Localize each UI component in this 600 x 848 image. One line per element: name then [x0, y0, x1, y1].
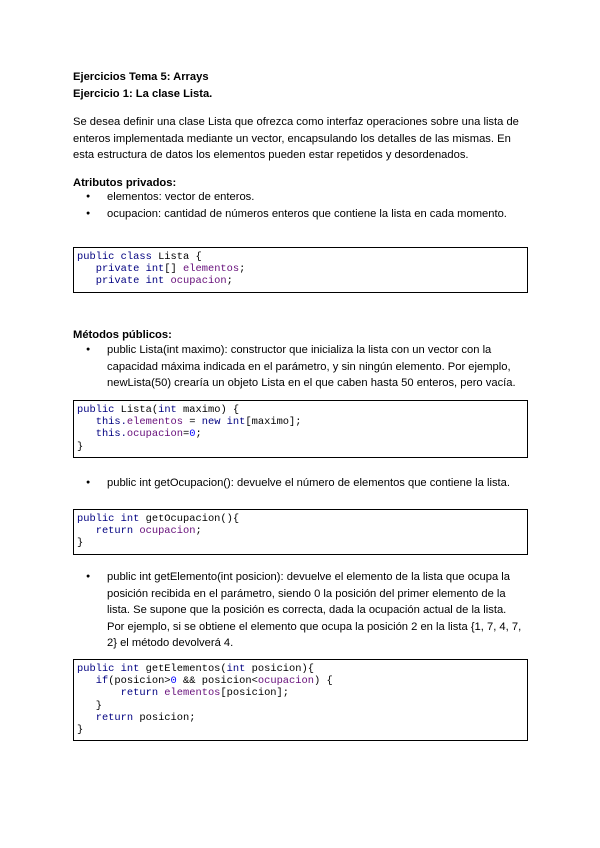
code-token: ;	[239, 263, 246, 276]
code-block-constructor	[73, 400, 528, 458]
code-token: Lista {	[158, 251, 202, 263]
code-token: new int	[201, 416, 246, 429]
code-token: ) {	[313, 675, 333, 688]
code-block-getocupacion	[73, 509, 528, 555]
attributes-list	[86, 189, 526, 222]
methods-list-3	[86, 569, 526, 652]
list-item: ● ocupacion: cantidad de números enteros que contiene la lista en cada momento.	[86, 206, 526, 223]
code-token: && posicion<	[176, 675, 258, 688]
code-token: int	[226, 663, 252, 675]
code-token: if	[77, 675, 109, 688]
code-token: return	[77, 525, 140, 538]
code-block-class	[73, 247, 528, 293]
code-token: public int	[77, 513, 146, 525]
document-title: Ejercicios Tema 5: Arrays	[73, 71, 209, 83]
list-item: ● public int getOcupacion(): devuelve el número de elementos que contiene la lista.	[86, 475, 526, 492]
code-token: public	[77, 404, 121, 416]
code-token: ocupacion	[126, 428, 184, 441]
intro-paragraph: Se desea definir una clase Lista que ofrezca como interfaz operaciones sobre una lista de enteros implementada mediante un vector, encapsulando los detalles de las mismas. En esta estructura de datos los elementos pueden estar repetidos y desordenados.	[73, 116, 519, 161]
list-item: ● public int getElemento(int posicion): devuelve el elemento de la lista que ocupa la posición recibida en el parámetro, siendo 0 la posición del primer elemento de la lista. Se supone que la posición es correcta, dada la ocupación actual de la lista. Por ejemplo, si se obtiene el elemento que ocupa la posición 2 en la lista {1, 7, 4, 7, 2} el método devolverá 4.	[86, 569, 526, 652]
code-token: public class	[77, 251, 159, 263]
code-token: this.	[77, 416, 127, 429]
code-token: }	[77, 699, 102, 712]
code-token: ocupacion	[170, 275, 227, 288]
methods-list-1	[86, 342, 526, 392]
code-token: (){	[220, 513, 240, 525]
code-token: public int	[77, 663, 146, 675]
code-token: elementos	[183, 263, 240, 276]
list-item: ● public Lista(int maximo): constructor que inicializa la lista con un vector con la capacidad máxima indicada en el parámetro, y sin ningún elemento. Por ejemplo, newLista(50) crearía un objeto Lista en el que caben hasta 50 enteros, pero vacía.	[86, 342, 526, 392]
code-token: posicion){	[251, 663, 314, 675]
code-token: ;	[195, 525, 202, 538]
code-token: getOcupacion	[145, 513, 221, 525]
attributes-heading: Atributos privados:	[73, 177, 177, 189]
list-item: ● elementos: vector de enteros.	[86, 189, 526, 206]
code-token: 0	[170, 675, 177, 688]
methods-list-2	[86, 475, 526, 492]
exercise-title: Ejercicio 1: La clase Lista.	[73, 88, 213, 100]
code-token: }	[77, 440, 84, 453]
code-token: [posicion];	[220, 687, 290, 700]
code-token: elementos	[164, 687, 221, 700]
code-token: }	[77, 537, 84, 550]
code-token: maximo) {	[183, 404, 240, 416]
code-token: (posicion>	[108, 675, 171, 688]
code-token: return	[77, 711, 140, 724]
code-block-getelemento	[73, 659, 528, 741]
code-token: }	[77, 724, 84, 737]
code-token: ;	[195, 428, 202, 441]
code-token: ;	[226, 275, 233, 288]
code-token: (	[220, 663, 227, 675]
code-token: 0	[189, 428, 196, 441]
code-token: ocupacion	[257, 675, 314, 688]
code-token: return	[77, 687, 165, 700]
code-token: posicion;	[139, 711, 196, 724]
code-token: this.	[77, 428, 127, 441]
code-token: elementos	[126, 416, 184, 429]
code-token: [maximo];	[245, 416, 302, 429]
code-token: getElementos	[145, 663, 221, 675]
code-token: private int	[77, 275, 171, 288]
code-token: Lista(	[120, 404, 159, 416]
code-token: int	[158, 404, 184, 416]
code-token: =	[183, 428, 190, 441]
code-token: =	[183, 416, 202, 429]
code-token: private int	[77, 263, 165, 276]
methods-heading: Métodos públicos:	[73, 329, 172, 341]
code-token: []	[164, 263, 184, 276]
code-token: ocupacion	[139, 525, 196, 538]
